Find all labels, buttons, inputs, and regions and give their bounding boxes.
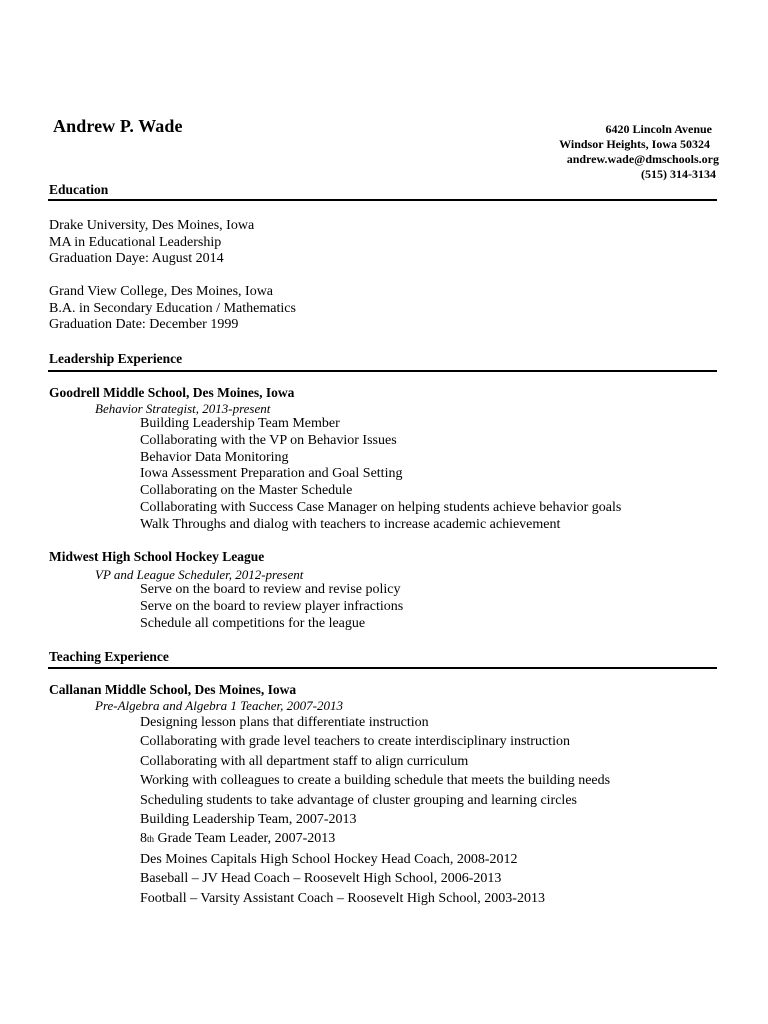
school-graduation: Graduation Date: December 1999 xyxy=(49,317,239,332)
duty-item: Collaborating with grade level teachers to create interdisciplinary instruction xyxy=(140,734,570,750)
leadership-heading: Leadership Experience xyxy=(49,351,183,366)
position-role: Pre-Algebra and Algebra 1 Teacher, 2007-2013 xyxy=(95,698,343,713)
duty-item: Football – Varsity Assistant Coach – Roosevelt High School, 2003-2013 xyxy=(140,890,545,906)
duty-item: Collaborating on the Master Schedule xyxy=(140,483,353,499)
duty-list xyxy=(140,582,403,632)
duty-item: Building Leadership Team, 2007-2013 xyxy=(140,812,357,828)
education-school-2 xyxy=(49,284,296,334)
duty-item: Collaborating with all department staff to align curriculum xyxy=(140,753,469,769)
school-name: Grand View College, Des Moines, Iowa xyxy=(49,284,274,299)
leadership-divider xyxy=(48,370,717,372)
position-org: Goodrell Middle School, Des Moines, Iowa xyxy=(49,385,295,400)
position-role: VP and League Scheduler, 2012-present xyxy=(95,567,304,582)
duty-item: Behavior Data Monitoring xyxy=(140,449,289,465)
contact-email: andrew.wade@dmschools.org xyxy=(566,152,719,166)
duty-item: Collaborating with Success Case Manager on helping students achieve behavior goals xyxy=(140,499,622,515)
contact-street: 6420 Lincoln Avenue xyxy=(605,122,712,136)
grade-number: 8 xyxy=(140,831,147,847)
duty-list xyxy=(140,416,621,534)
duty-item: Serve on the board to review player infractions xyxy=(140,598,404,614)
school-degree: B.A. in Secondary Education / Mathematics xyxy=(49,300,296,316)
duty-item: Collaborating with the VP on Behavior Issues xyxy=(140,432,397,448)
position-org: Midwest High School Hockey League xyxy=(49,549,265,564)
duty-item: Iowa Assessment Preparation and Goal Setting xyxy=(140,466,403,482)
duty-item: Des Moines Capitals High School Hockey Head Coach, 2008-2012 xyxy=(140,851,518,867)
contact-block xyxy=(559,122,719,182)
position-org: Callanan Middle School, Des Moines, Iowa xyxy=(49,682,297,697)
contact-phone: (515) 314-3134 xyxy=(641,167,716,181)
school-degree: MA in Educational Leadership xyxy=(49,234,222,250)
position-role: Behavior Strategist, 2013-present xyxy=(95,401,271,416)
duty-item: Serve on the board to review and revise policy xyxy=(140,582,401,597)
duty-list xyxy=(140,713,610,908)
duty-item: Schedule all competitions for the league xyxy=(140,615,366,631)
duty-item: Building Leadership Team Member xyxy=(140,416,340,431)
education-heading: Education xyxy=(49,182,109,197)
duty-item: Walk Throughs and dialog with teachers to increase academic achievement xyxy=(140,516,561,532)
grade-leader-text: Grade Team Leader, 2007-2013 xyxy=(154,831,336,847)
education-school-1 xyxy=(49,218,254,268)
school-graduation: Graduation Daye: August 2014 xyxy=(49,251,224,266)
duty-item: Scheduling students to take advantage of cluster grouping and learning circles xyxy=(140,792,577,808)
duty-item: Working with colleagues to create a building schedule that meets the building needs xyxy=(140,773,611,789)
teaching-divider xyxy=(48,667,717,669)
teaching-heading: Teaching Experience xyxy=(49,649,169,664)
duty-item: Designing lesson plans that differentiate instruction xyxy=(140,715,429,730)
duty-item-grade-leader xyxy=(140,829,610,849)
school-name: Drake University, Des Moines, Iowa xyxy=(49,218,255,233)
duty-item: Baseball – JV Head Coach – Roosevelt High School, 2006-2013 xyxy=(140,871,502,887)
candidate-name: Andrew P. Wade xyxy=(53,116,183,136)
grade-ordinal-suffix: th xyxy=(147,834,155,845)
education-divider xyxy=(48,199,717,201)
contact-city: Windsor Heights, Iowa 50324 xyxy=(559,137,710,151)
